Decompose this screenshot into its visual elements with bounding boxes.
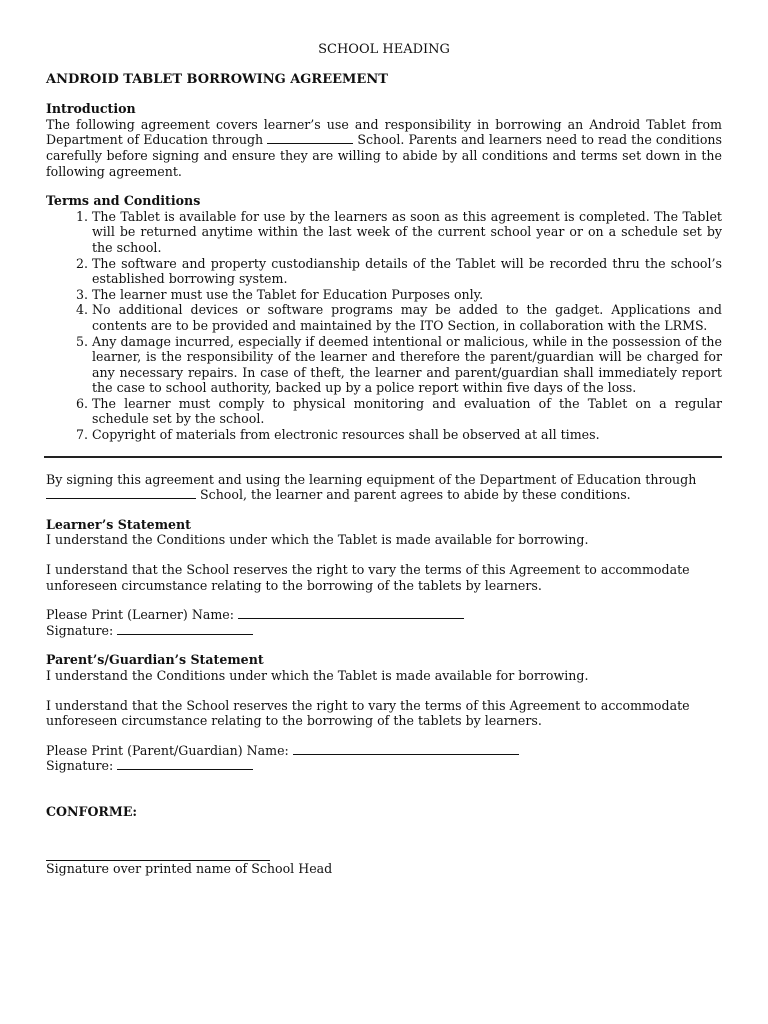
agreement-document	[46, 42, 722, 876]
learner-name-row	[46, 607, 722, 623]
term-item: 5. Any damage incurred, especially if deemed intentional or malicious, while in the possession of the learner, is the responsibility of the learner and therefore the parent/guardian will be charged for any necessary repairs. In case of theft, the learner and parent/guardian shall immediately report the case to school authority, backed up by a police report within five days of the loss.	[92, 334, 722, 396]
parent-name-row	[46, 743, 722, 759]
school-heading: SCHOOL HEADING	[318, 42, 450, 57]
terms-list	[46, 209, 722, 443]
term-item: 2. The software and property custodianship details of the Tablet will be recorded thru the school’s established borrowing system.	[92, 256, 722, 287]
introduction-heading: Introduction	[46, 101, 136, 117]
learner-signature-row	[46, 623, 722, 639]
parent-signature-label: Signature:	[46, 758, 114, 774]
introduction-paragraph	[46, 117, 722, 179]
school-name-blank	[267, 132, 353, 144]
term-item: 1. The Tablet is available for use by the learners as soon as this agreement is completed. The Tablet will be returned anytime within the last week of the current school year or on a schedule set by the school.	[92, 209, 722, 256]
parent-statement-para2: I understand that the School reserves the right to vary the terms of this Agreement to accommodate unforeseen circumstance relating to the borrowing of the tablets by learners.	[46, 697, 690, 729]
conforme-label: CONFORME:	[46, 803, 138, 819]
term-item: 4. No additional devices or software programs may be added to the gadget. Applications and contents are to be provided and maintained by the ITO Section, in collaboration with the LRMS.	[92, 302, 722, 333]
term-item: 3. The learner must use the Tablet for Education Purposes only.	[92, 287, 722, 303]
parent-name-blank[interactable]	[293, 743, 519, 755]
learner-statement-para2: I understand that the School reserves the right to vary the terms of this Agreement to accommodate unforeseen circumstance relating to the borrowing of the tablets by learners.	[46, 562, 690, 593]
parent-statement-para1: I understand the Conditions under which the Tablet is made available for borrowing.	[46, 668, 589, 683]
term-item: 6. The learner must comply to physical monitoring and evaluation of the Tablet on a regular schedule set by the school.	[92, 396, 722, 427]
intro-text-after: School. Parents and learners need to read the conditions carefully before signing and ensure they are willing to abide by all conditions and terms set down in the following agreement.	[46, 132, 722, 179]
intro-text-before: The following agreement covers learner’s use and responsibility in borrowing an Android Tablet from Department of Education through	[46, 116, 722, 148]
parent-signature-blank[interactable]	[117, 758, 253, 770]
document-title: ANDROID TABLET BORROWING AGREEMENT	[46, 71, 388, 87]
parent-signature-row	[46, 758, 722, 774]
section-divider	[44, 456, 722, 458]
school-name-blank	[46, 487, 196, 499]
learner-name-blank[interactable]	[238, 607, 464, 619]
learner-signature-label: Signature:	[46, 622, 114, 638]
learner-statement-heading: Learner’s Statement	[46, 516, 192, 532]
signing-text-before: By signing this agreement and using the learning equipment of the Department of Education through	[46, 471, 697, 487]
signing-paragraph	[46, 472, 722, 503]
signing-text-after: School, the learner and parent agrees to abide by these conditions.	[200, 487, 631, 503]
terms-heading: Terms and Conditions	[46, 193, 201, 209]
learner-statement-para1: I understand the Conditions under which the Tablet is made available for borrowing.	[46, 532, 589, 548]
school-head-signature-caption: Signature over printed name of School Head	[46, 860, 333, 876]
learner-name-label: Please Print (Learner) Name:	[46, 607, 235, 623]
learner-signature-blank[interactable]	[117, 623, 253, 635]
term-item: 7. Copyright of materials from electronic resources shall be observed at all times.	[92, 427, 722, 443]
parent-statement-heading: Parent’s/Guardian’s Statement	[46, 652, 264, 668]
parent-name-label: Please Print (Parent/Guardian) Name:	[46, 742, 289, 758]
